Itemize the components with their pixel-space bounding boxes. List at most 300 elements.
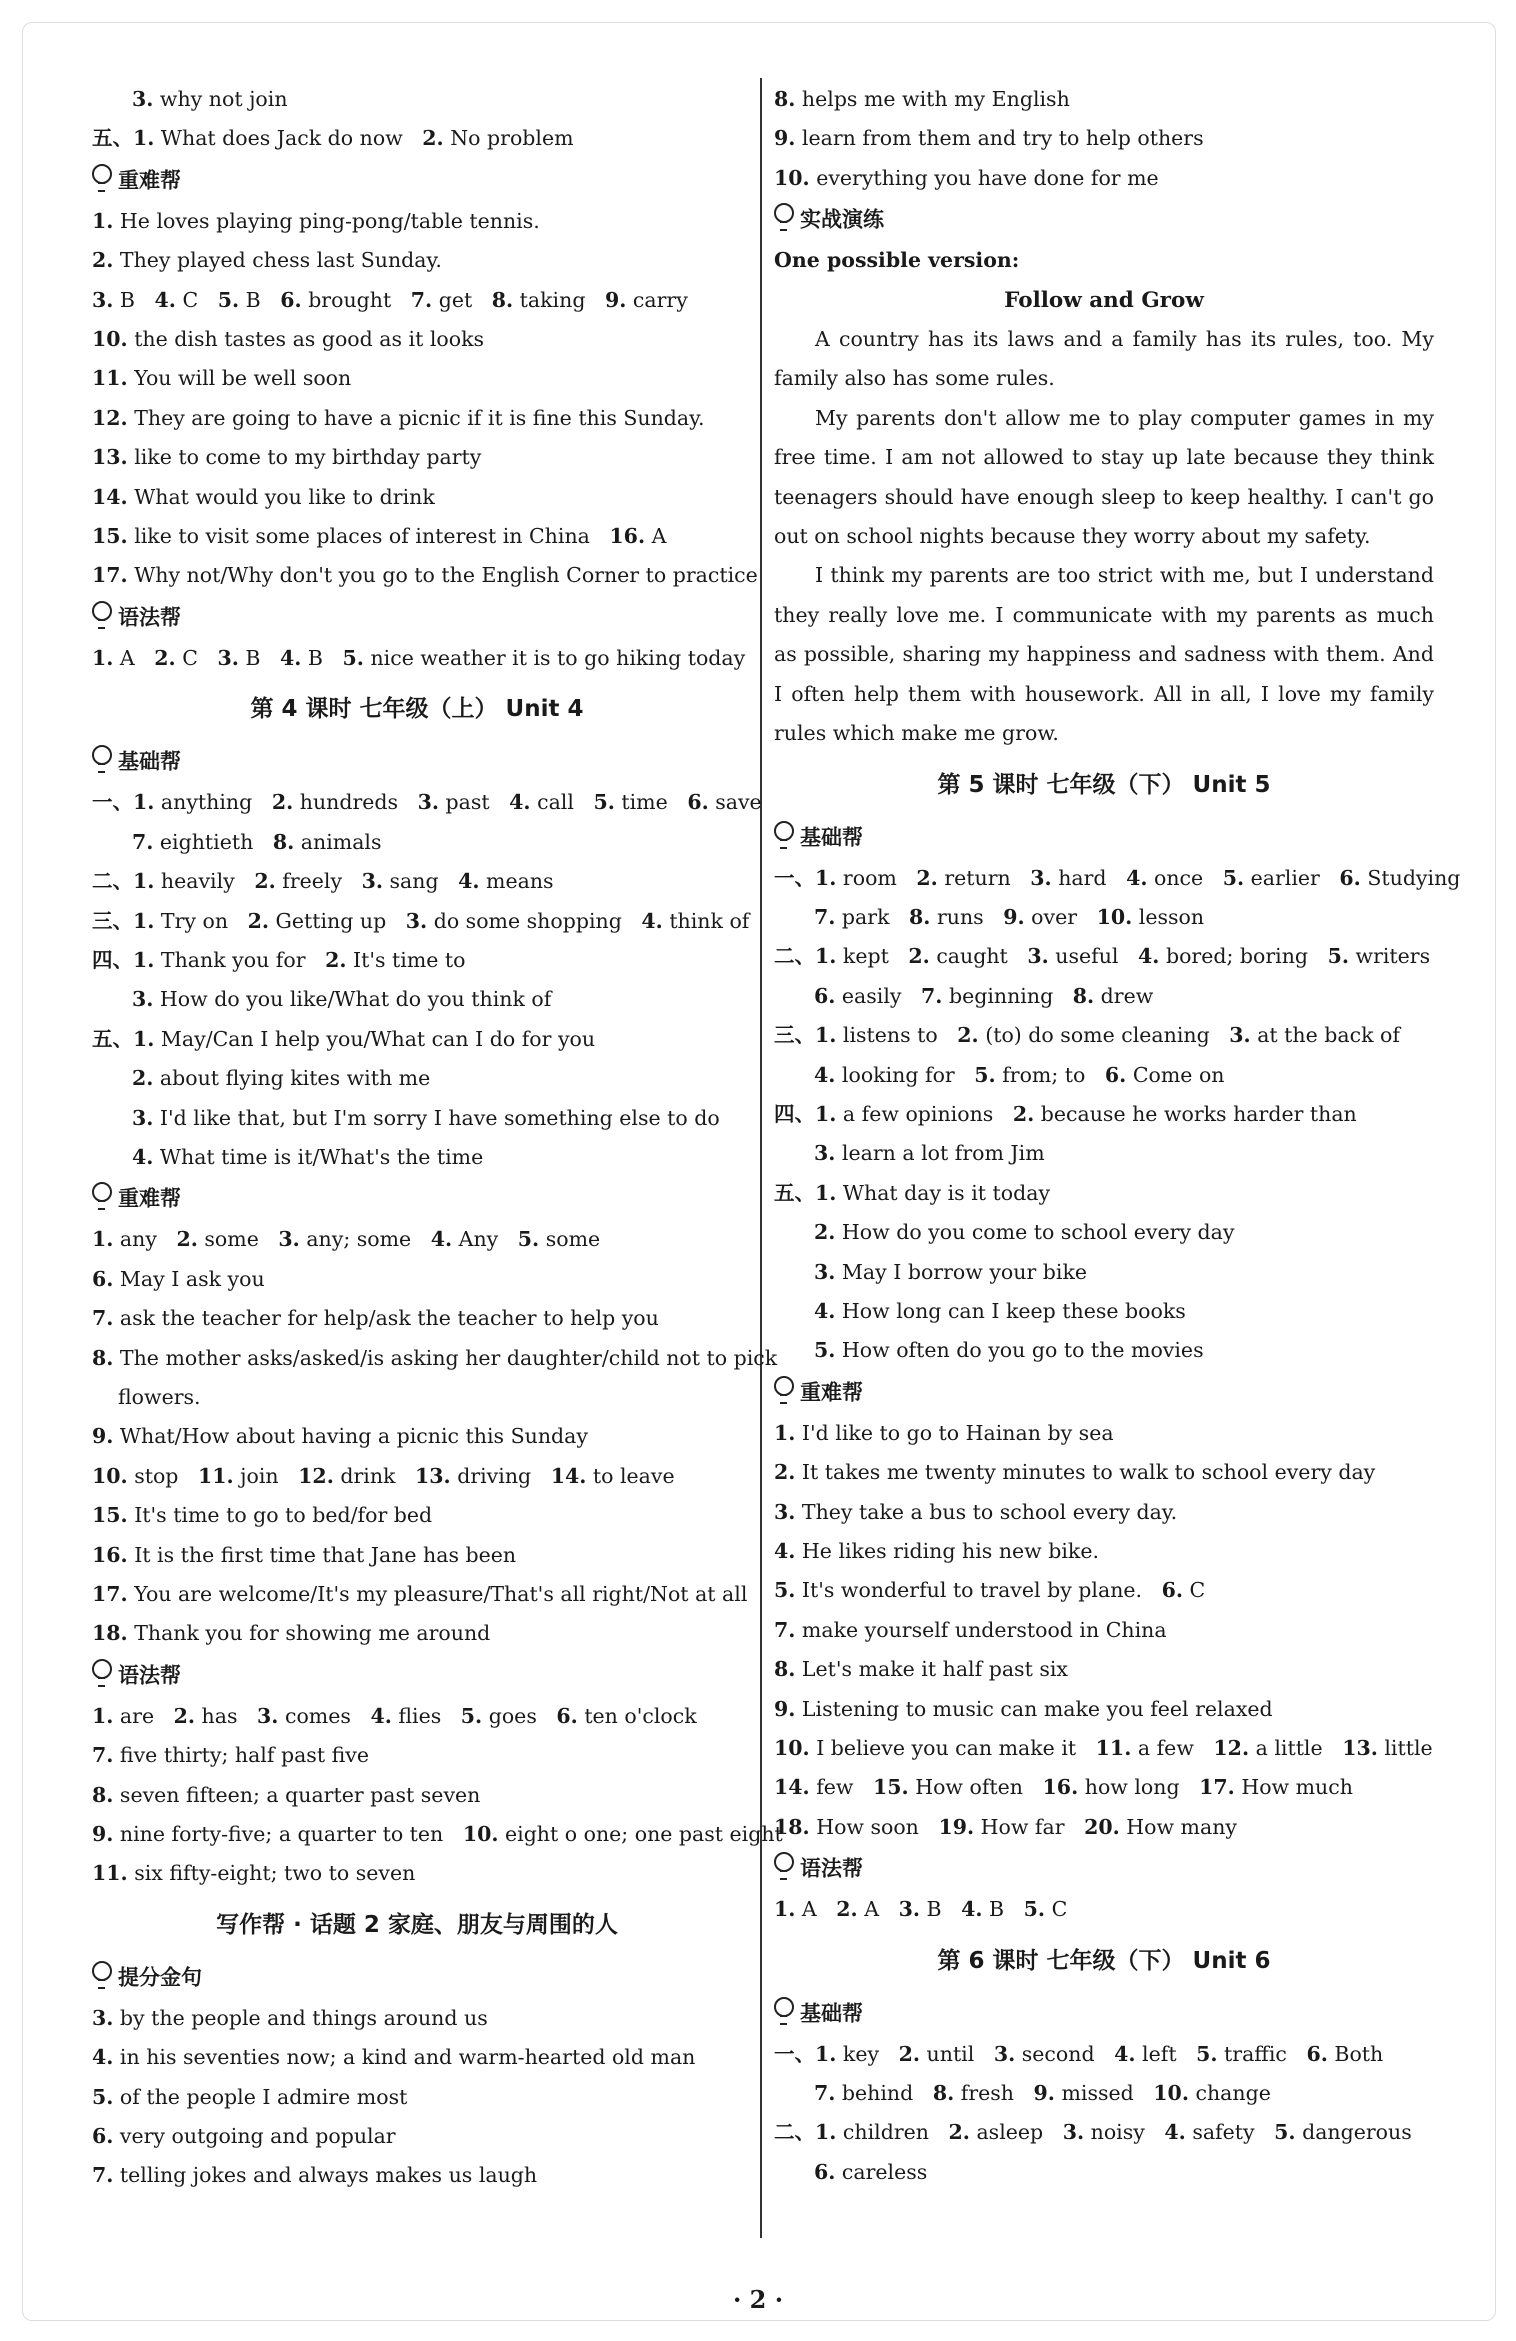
answer-text: C [175, 645, 218, 670]
answer-text: C [175, 287, 218, 312]
answer-block [92, 80, 742, 159]
item-number: 1. [774, 1420, 796, 1445]
answer-line [92, 1059, 742, 1098]
answer-text: Any [452, 1227, 518, 1252]
item-number: 6. [1306, 2041, 1328, 2066]
item-number: 2. [422, 126, 444, 151]
answer-text: at the back of [1250, 1023, 1400, 1048]
answer-text: fresh [954, 2081, 1034, 2106]
item-number: 7. [774, 1617, 796, 1642]
answer-line [774, 1331, 1434, 1370]
item-number: 8. [92, 1782, 114, 1807]
item-number: 9. [774, 126, 796, 151]
answer-text: No problem [443, 126, 574, 151]
item-number: 6. [92, 1266, 114, 1291]
item-number: 15. [92, 524, 128, 549]
answer-text: flowers. [118, 1384, 201, 1409]
answer-line [92, 823, 742, 862]
lesson-title: 第 6 课时 七年级（下） Unit 6 [937, 1947, 1271, 1974]
answer-text: means [479, 869, 554, 894]
answer-line [774, 859, 1461, 898]
answer-line [92, 1138, 742, 1177]
answer-text: Why not/Why don't you go to the English Corner to practice [127, 563, 758, 588]
answer-text: It is the first time that Jane has been [127, 1542, 517, 1567]
answer-text: How often do you go to the movies [835, 1338, 1204, 1363]
item-number: 8. [491, 287, 514, 312]
answer-text: nice weather it is to go hiking today [363, 645, 746, 670]
right-column [774, 80, 1461, 2192]
item-number: 10. [92, 1463, 128, 1488]
item-number: 2. [948, 2120, 970, 2145]
answer-text: B [982, 1897, 1024, 1922]
answer-line [774, 1016, 1434, 1055]
answer-text: make yourself understood in China [795, 1617, 1167, 1642]
item-number: 6. [556, 1703, 578, 1728]
answer-text: about flying kites with me [153, 1066, 431, 1091]
item-number: 1. [92, 1703, 114, 1728]
answer-line [774, 898, 1434, 937]
item-number: 10. [462, 1822, 499, 1847]
item-number: 5. [342, 645, 364, 670]
item-number: 9. [92, 1424, 114, 1449]
section-header: 语法帮 [774, 1847, 1434, 1890]
answer-line [774, 1253, 1434, 1292]
answer-line [92, 1417, 742, 1456]
item-number: 4. [1114, 2041, 1136, 2066]
answer-text: some [197, 1227, 279, 1252]
answer-text: some [539, 1227, 601, 1252]
answer-text: room [836, 865, 917, 890]
answer-line [92, 783, 762, 822]
answer-text: heavily [154, 869, 255, 894]
answer-text: asleep [969, 2120, 1063, 2145]
answer-text: May I ask you [113, 1266, 265, 1291]
item-number: 3. [1229, 1023, 1251, 1048]
answer-text: like to come to my birthday party [127, 445, 482, 470]
item-number: 3. [132, 987, 154, 1012]
item-number: 5. [1327, 944, 1349, 969]
left-column [92, 80, 783, 2196]
item-number: 5. [593, 790, 615, 815]
answer-text: are [113, 1703, 174, 1728]
item-number: 19. [938, 1814, 975, 1839]
answer-line [92, 478, 742, 517]
item-number: 6. [814, 983, 836, 1008]
item-number: 5. [460, 1703, 483, 1728]
answer-text: How soon [809, 1814, 939, 1839]
item-number: 8. [774, 1657, 796, 1682]
answer-line [92, 2156, 742, 2195]
item-number: 3. [217, 645, 239, 670]
answer-text: It's time to go to bed/for bed [127, 1503, 433, 1528]
item-number: 9. [1003, 904, 1025, 929]
answer-text: safety [1185, 2120, 1275, 2145]
item-number: 4. [458, 869, 480, 894]
answer-text: What/How about having a picnic this Sunday [113, 1424, 588, 1449]
lightbulb-icon [774, 1997, 794, 2017]
essay-title: Follow and Grow [1004, 287, 1204, 313]
item-number: 12. [1213, 1736, 1250, 1761]
answer-text: noisy [1084, 2120, 1165, 2145]
answer-text: How often [908, 1775, 1043, 1800]
answer-line [774, 1056, 1434, 1095]
essay-paragraph: I think my parents are too strict with me, but I understand they really love me. I communicate with my parents as much as possible, sharing my happiness and sadness with them. And I often help them with housework. All in all, I love my family rules which make me grow. [774, 563, 1434, 746]
answer-text: helps me with my English [795, 87, 1070, 111]
item-number: 18. [774, 1814, 810, 1839]
item-number: 2. [916, 865, 938, 890]
item-number: 2. [898, 2041, 921, 2066]
item-number: 6. [1339, 865, 1361, 890]
answer-text: What time is it/What's the time [153, 1144, 484, 1169]
item-number: 4. [280, 645, 302, 670]
answer-text: a little [1249, 1736, 1343, 1761]
answer-text: sang [382, 869, 459, 894]
answer-text: What would you like to drink [127, 484, 435, 509]
answer-line [774, 1174, 1434, 1213]
answer-text: What does Jack do now [154, 126, 423, 151]
item-number: 11. [197, 1463, 234, 1488]
item-number: 2. [92, 248, 114, 273]
answer-text: by the people and things around us [113, 2005, 488, 2030]
answer-text: until [920, 2041, 994, 2066]
item-number: 1. [92, 645, 114, 670]
item-number: 10. [774, 1736, 810, 1761]
item-number: 5. [1222, 865, 1245, 890]
item-number: 10. [774, 165, 810, 190]
answer-block [92, 1999, 742, 2196]
answer-line [774, 1453, 1434, 1492]
answer-text: second [1015, 2041, 1115, 2066]
answer-line [92, 1496, 742, 1535]
answer-text: stop [127, 1463, 198, 1488]
answer-text: because he works harder than [1034, 1101, 1357, 1126]
answer-text: A [113, 645, 155, 670]
answer-text: traffic [1217, 2041, 1307, 2066]
answer-line [92, 438, 742, 477]
item-number: 7. [410, 287, 433, 312]
answer-line [774, 1729, 1434, 1768]
answer-line [92, 517, 742, 556]
item-number: 2. [957, 1023, 979, 1048]
lightbulb-icon [774, 203, 794, 223]
answer-text: to leave [586, 1463, 675, 1488]
item-number: 9. [774, 1696, 796, 1721]
answer-line [774, 1690, 1434, 1729]
answer-text: What day is it today [836, 1180, 1051, 1205]
answer-line [774, 1532, 1434, 1571]
item-number: 8. [932, 2081, 955, 2106]
item-number: 3. [92, 287, 114, 312]
answer-text: runs [930, 904, 1004, 929]
answer-text: looking for [835, 1062, 975, 1087]
answer-line [92, 1736, 742, 1775]
answer-line [92, 241, 742, 280]
item-number: 四、1. [92, 947, 155, 972]
answer-text: It's wonderful to travel by plane. [795, 1578, 1162, 1603]
item-number: 4. [774, 1539, 796, 1563]
item-number: 7. [814, 904, 836, 929]
answer-line [774, 1213, 1434, 1252]
answer-line [774, 1095, 1434, 1134]
answer-text: Thank you for showing me around [127, 1621, 491, 1646]
answer-line [774, 1808, 1434, 1847]
answer-text: little [1377, 1736, 1433, 1761]
answer-line [92, 202, 742, 241]
answer-text: A [795, 1897, 837, 1922]
answer-line [774, 1650, 1434, 1689]
item-number: 16. [1042, 1775, 1079, 1800]
answer-text: listens to [836, 1023, 958, 1048]
answer-line [92, 2038, 742, 2077]
item-number: 五、1. [774, 1180, 837, 1205]
lightbulb-icon [92, 1659, 112, 1679]
answer-text: nine forty-five; a quarter to ten [113, 1822, 463, 1847]
item-number: 5. [814, 1338, 836, 1363]
answer-text: It's time to [346, 947, 466, 972]
answer-text: How much [1234, 1775, 1353, 1800]
answer-text: park [835, 904, 910, 929]
section-header: 重难帮 [774, 1371, 1434, 1414]
lesson-title: 第 4 课时 七年级（上） Unit 4 [250, 696, 584, 723]
answer-text: I'd like to go to Hainan by sea [795, 1420, 1114, 1445]
answer-text: past [439, 790, 510, 815]
lightbulb-icon [774, 1376, 794, 1396]
answer-line [92, 1697, 742, 1736]
answer-text: drew [1094, 983, 1154, 1008]
item-number: 6. [1104, 1062, 1127, 1087]
lesson-title: 写作帮 · 话题 2 家庭、朋友与周围的人 [216, 1911, 618, 1938]
item-number: 7. [92, 1306, 114, 1331]
answer-text: goes [482, 1703, 557, 1728]
item-number: 1. [774, 1897, 796, 1922]
answer-text: comes [278, 1703, 371, 1728]
answer-text: ten o'clock [577, 1703, 697, 1728]
item-number: 12. [298, 1463, 334, 1488]
version-label: One possible version: [774, 248, 1020, 273]
answer-text: carry [626, 287, 688, 312]
item-number: 4. [1138, 944, 1160, 969]
answer-block [774, 1890, 1434, 1929]
answer-text: a few opinions [836, 1101, 1013, 1126]
answer-text: (to) do some cleaning [978, 1023, 1230, 1048]
answer-text: time [614, 790, 688, 815]
answer-line [774, 1292, 1434, 1331]
answer-text: like to visit some places of interest in China [127, 524, 610, 549]
item-number: 3. [405, 908, 428, 933]
answer-text: do some shopping [427, 908, 642, 933]
item-number: 13. [415, 1463, 451, 1488]
section-header: 基础帮 [92, 740, 742, 783]
answer-block [92, 1220, 778, 1653]
answer-text: over [1024, 904, 1097, 929]
item-number: 3. [278, 1227, 300, 1252]
item-number: 16. [609, 524, 646, 549]
item-number: 5. [517, 1227, 540, 1252]
answer-block [774, 2035, 1434, 2193]
answer-line [92, 2078, 742, 2117]
answer-line [92, 902, 750, 941]
answer-block [92, 639, 746, 678]
item-number: 3. [1062, 2120, 1085, 2145]
item-number: 7. [921, 983, 943, 1008]
item-number: 4. [154, 287, 176, 312]
item-number: 7. [814, 2081, 836, 2106]
item-number: 6. [92, 2124, 114, 2149]
answer-text: drink [333, 1463, 416, 1488]
answer-text: few [809, 1775, 874, 1800]
answer-text: anything [154, 790, 272, 815]
item-number: 3. [814, 1141, 836, 1166]
item-number: 18. [92, 1621, 128, 1646]
item-number: 9. [92, 1822, 114, 1847]
item-number: 1. [92, 208, 114, 233]
item-number: 9. [1033, 2081, 1055, 2106]
answer-text: dangerous [1295, 2120, 1412, 2145]
item-number: 2. [173, 1703, 196, 1728]
answer-text: how long [1078, 1775, 1200, 1800]
answer-text: You will be well soon [127, 366, 352, 391]
answer-text: think of [662, 908, 750, 933]
answer-text: taking [513, 287, 605, 312]
item-number: 4. [1126, 865, 1148, 890]
answer-text: They played chess last Sunday. [113, 248, 442, 273]
item-number: 6. [280, 287, 302, 312]
item-number: 13. [1342, 1736, 1378, 1761]
answer-block [774, 80, 1434, 198]
answer-line [92, 119, 742, 158]
answer-text: flies [391, 1703, 461, 1728]
item-number: 5. [774, 1578, 796, 1603]
essay-paragraph: A country has its laws and a family has its rules, too. My family also has some rules. [774, 327, 1434, 391]
item-number: 2. [154, 645, 176, 670]
answer-text: save [708, 790, 762, 815]
item-number: 一、1. [774, 865, 837, 890]
item-number: 3. [814, 1259, 836, 1284]
item-number: 6. [687, 790, 709, 815]
item-number: 12. [92, 405, 128, 430]
answer-text: telling jokes and always makes us laugh [113, 2163, 538, 2188]
item-number: 5. [1023, 1897, 1046, 1922]
answer-line [92, 862, 742, 901]
answer-text: why not join [153, 87, 288, 111]
item-number: 3. [361, 869, 383, 894]
answer-text: the dish tastes as good as it looks [127, 327, 485, 352]
answer-line [774, 1414, 1434, 1453]
answer-text: You are welcome/It's my pleasure/That's all right/Not at all [127, 1582, 748, 1606]
page-number: · 2 · [732, 2285, 784, 2314]
answer-line [92, 1260, 742, 1299]
answer-line [92, 359, 742, 398]
answer-text: in his seventies now; a kind and warm-hearted old man [113, 2045, 696, 2070]
item-number: 5. [1274, 2120, 1296, 2145]
answer-text: has [195, 1703, 258, 1728]
answer-text: B [301, 645, 343, 670]
item-number: 3. [92, 2005, 114, 2030]
answer-text: caught [929, 944, 1028, 969]
item-number: 2. [814, 1220, 836, 1245]
lesson-title: 第 5 课时 七年级（下） Unit 5 [937, 771, 1271, 798]
item-number: 5. [1196, 2041, 1218, 2066]
item-number: 3. [898, 1897, 920, 1922]
item-number: 11. [92, 366, 128, 391]
answer-line [774, 2113, 1434, 2152]
answer-text: How long can I keep these books [835, 1298, 1186, 1323]
answer-text: six fifty-eight; two to seven [127, 1861, 416, 1886]
answer-text: The mother asks/asked/is asking her daughter/child not to pick [113, 1345, 778, 1370]
answer-line [92, 1339, 778, 1378]
item-number: 四、1. [774, 1101, 837, 1126]
answer-line [774, 1611, 1434, 1650]
answer-text: ask the teacher for help/ask the teacher to help you [113, 1306, 659, 1331]
item-number: 17. [92, 563, 128, 588]
item-number: 6. [1161, 1578, 1184, 1603]
answer-text: A [857, 1897, 899, 1922]
answer-text: How do you like/What do you think of [153, 987, 552, 1012]
lightbulb-icon [92, 1182, 112, 1202]
answer-line [92, 1457, 742, 1496]
answer-text: They are going to have a picnic if it is fine this Sunday. [127, 405, 705, 430]
answer-text: C [1045, 1897, 1068, 1922]
answer-text: five thirty; half past five [113, 1743, 369, 1768]
answer-line [774, 1768, 1434, 1807]
answer-text: very outgoing and popular [113, 2124, 396, 2149]
lightbulb-icon [92, 745, 112, 765]
answer-text: call [530, 790, 594, 815]
item-number: 2. [247, 908, 269, 933]
answer-text: hundreds [293, 790, 418, 815]
item-number: 10. [1153, 2081, 1189, 2106]
answer-text: He likes riding his new bike. [795, 1539, 1099, 1563]
answer-text: kept [836, 944, 909, 969]
answer-text: useful [1048, 944, 1139, 969]
answer-text: writers [1349, 944, 1431, 969]
item-number: 10. [92, 327, 128, 352]
answer-text: from; to [995, 1062, 1105, 1087]
item-number: 4. [132, 1144, 154, 1169]
item-number: 20. [1084, 1814, 1120, 1839]
answer-line [92, 1378, 742, 1417]
item-number: 7. [92, 2163, 114, 2188]
answer-line [92, 399, 742, 438]
answer-text: hard [1051, 865, 1127, 890]
item-number: 7. [92, 1743, 114, 1768]
answer-text: left [1135, 2041, 1197, 2066]
answer-line [774, 1493, 1434, 1532]
answer-text: How far [974, 1814, 1085, 1839]
answer-text: It takes me twenty minutes to walk to school every day [795, 1460, 1376, 1485]
answer-text: key [836, 2041, 899, 2066]
answer-text: Studying [1360, 865, 1461, 890]
lightbulb-icon [774, 1852, 794, 1872]
item-number: 4. [961, 1897, 983, 1922]
answer-text: B [113, 287, 155, 312]
answer-line [92, 1020, 742, 1059]
answer-text: learn a lot from Jim [835, 1141, 1045, 1166]
answer-line [92, 1815, 783, 1854]
item-number: 2. [132, 1066, 154, 1091]
answer-block [774, 1414, 1434, 1847]
answer-text: careless [835, 2159, 928, 2184]
answer-line [774, 977, 1434, 1016]
answer-line [92, 1575, 748, 1614]
answer-line [774, 2153, 1434, 2192]
answer-text: Come on [1126, 1062, 1225, 1087]
answer-text: C [1183, 1578, 1206, 1603]
item-number: 11. [92, 1861, 128, 1886]
answer-text: change [1188, 2081, 1271, 2106]
answer-text: brought [301, 287, 411, 312]
answer-line [774, 937, 1434, 976]
